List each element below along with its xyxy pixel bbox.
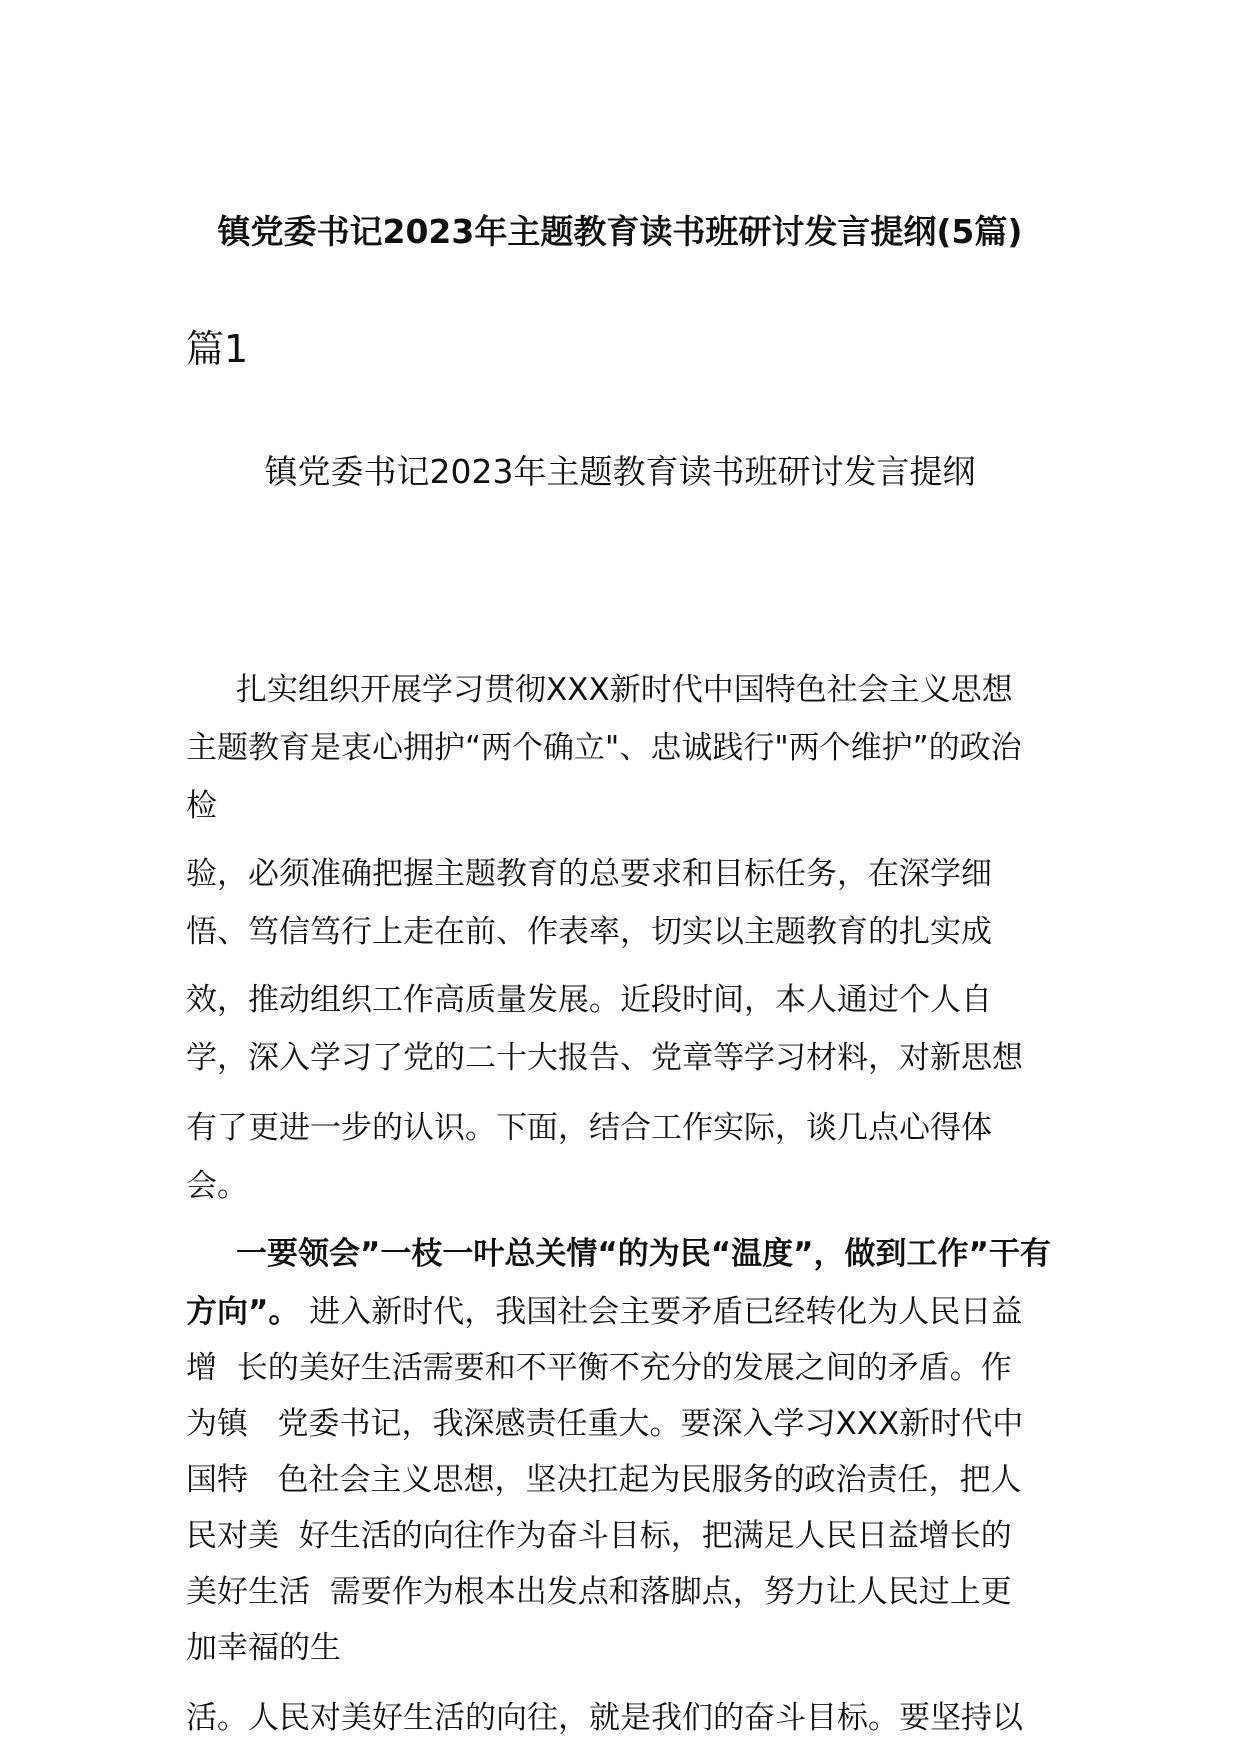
paragraph-line: 悟、笃信笃行上走在前、作表率，切实以主题教育的扎实成 [186,914,992,950]
paragraph-line: 会。 [186,1168,248,1204]
paragraph-line: 增 长的美好生活需要和不平衡不充分的发展之间的矛盾。作 [186,1350,1012,1386]
paragraph-line [186,1286,1022,1331]
paragraph-line: 检 [186,788,217,824]
paragraph-text: 进入新时代，我国社会主要矛盾已经转化为人民日益 [299,1294,1023,1330]
paragraph-line: 效，推动组织工作高质量发展。近段时间，本人通过个人自 [186,982,992,1018]
paragraph-line: 国特 色社会主义思想，坚决扛起为民服务的政治责任，把人 [186,1462,1022,1498]
paragraph-line: 美好生活 需要作为根本出发点和落脚点，努力让人民过上更 [186,1574,1012,1610]
section-label: 篇1 [186,327,249,371]
paragraph-line: 为镇 党委书记，我深感责任重大。要深入学习XXX新时代中 [186,1406,1024,1442]
paragraph-heading-end: 方向”。 [186,1294,300,1330]
section-subtitle: 镇党委书记2023年主题教育读书班研讨发言提纲 [264,452,976,491]
paragraph-line: 有了更进一步的认识。下面，结合工作实际，谈几点心得体 [186,1110,992,1146]
document-title: 镇党委书记2023年主题教育读书班研讨发言提纲(5篇) [217,212,1023,251]
paragraph-line: 加幸福的生 [186,1630,341,1666]
paragraph-line: 民对美 好生活的向往作为奋斗目标，把满足人民日益增长的 [186,1518,1012,1554]
paragraph-line: 活。人民对美好生活的向往，就是我们的奋斗目标。要坚持以 [186,1700,1023,1736]
paragraph-line: 主题教育是衷心拥护“两个确立"、忠诚践行"两个维护”的政治 [186,730,1022,766]
paragraph-line: 学，深入学习了党的二十大报告、党章等学习材料，对新思想 [186,1040,1023,1076]
paragraph-line: 扎实组织开展学习贯彻XXX新时代中国特色社会主义思想 [236,672,1013,708]
paragraph-heading: 一要领会”一枝一叶总关情“的为民“温度”，做到工作”干有 [236,1236,1051,1272]
paragraph-line: 验，必须准确把握主题教育的总要求和目标任务，在深学细 [186,856,992,892]
